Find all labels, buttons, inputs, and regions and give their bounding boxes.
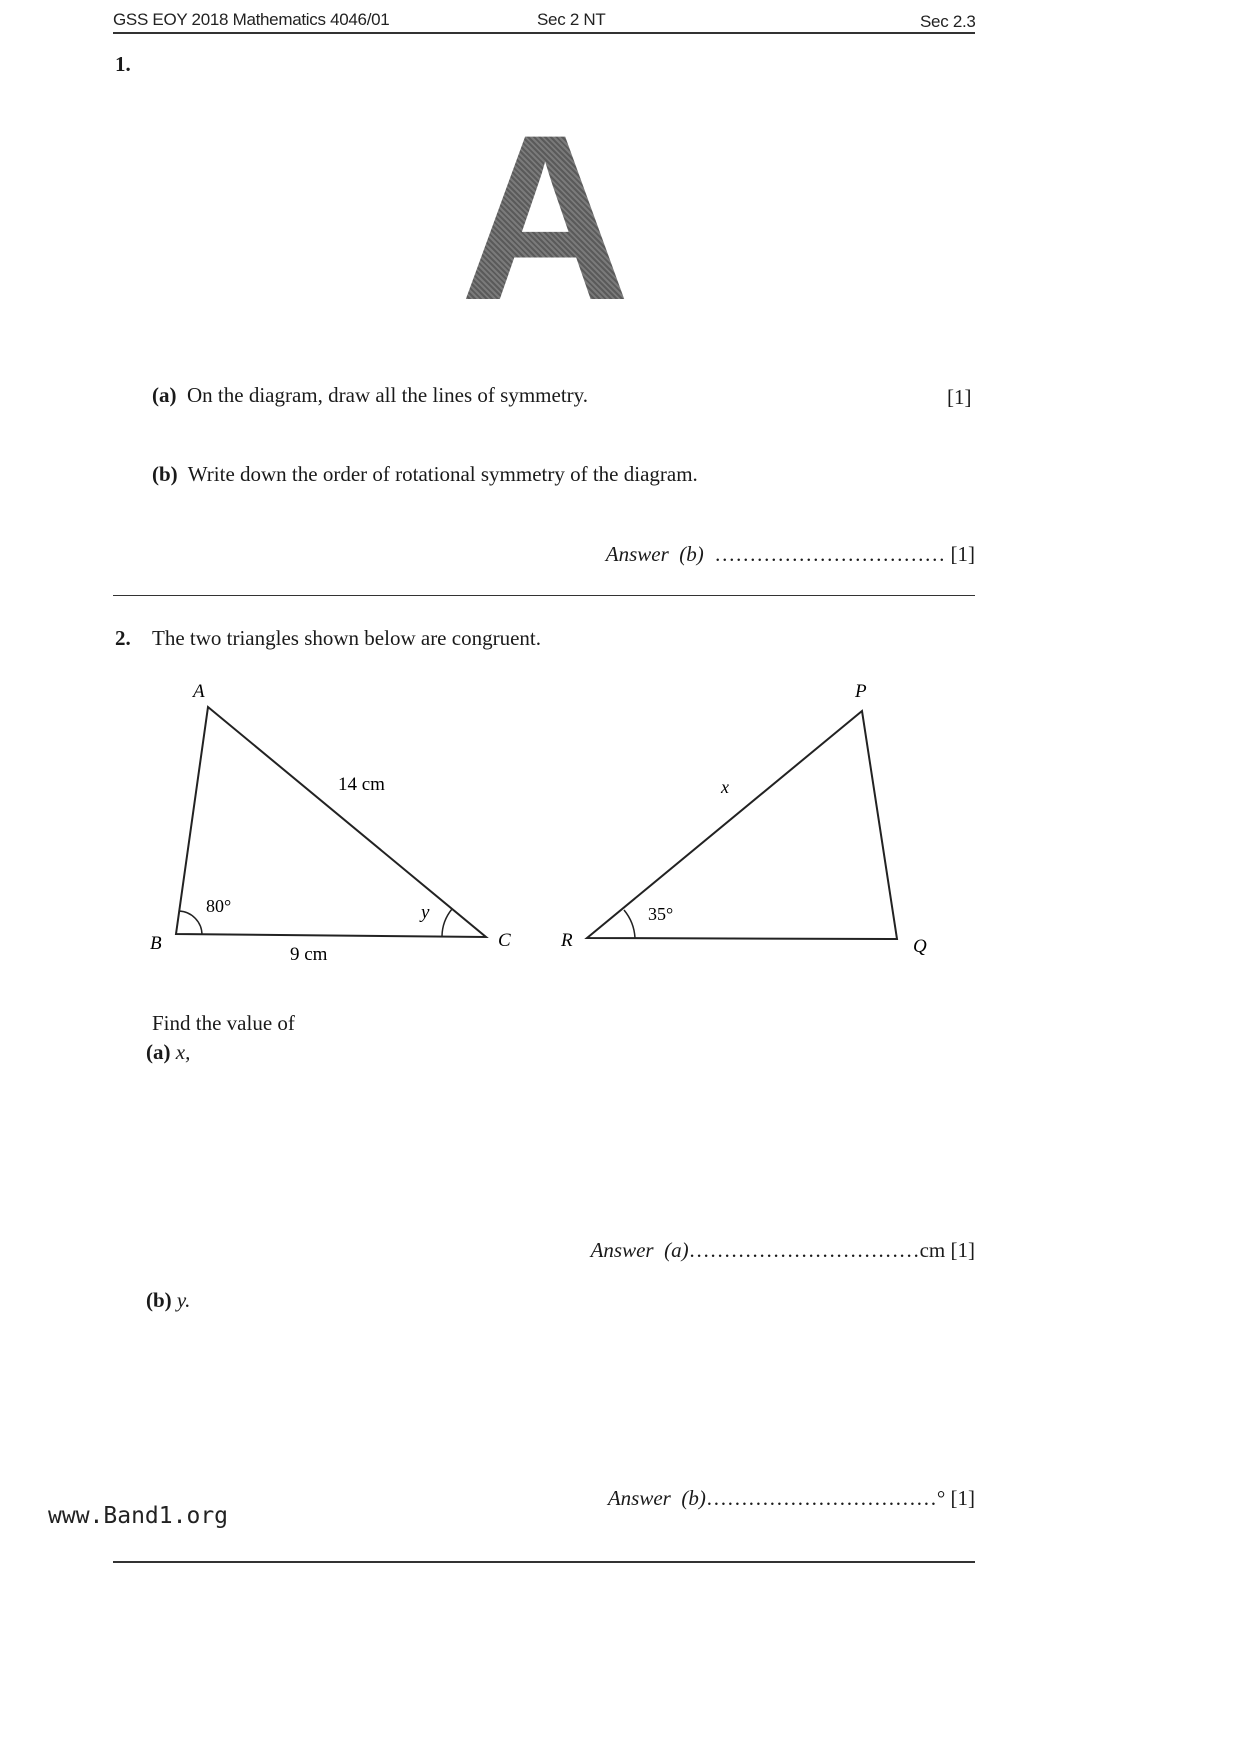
vertex-c-label: C: [498, 930, 511, 951]
question-1-number: 1.: [115, 52, 131, 76]
vertex-a-label: A: [193, 681, 205, 702]
q2-find-prompt: Find the value of: [152, 1011, 295, 1035]
q1-part-b: [152, 462, 698, 487]
q2-part-b-label: (b): [146, 1288, 172, 1312]
vertex-q-label: Q: [913, 936, 927, 957]
angle-r-label: 35°: [648, 904, 674, 924]
side-ac-label: 14 cm: [338, 774, 385, 795]
q1-part-b-label: (b): [152, 462, 178, 486]
header-exam-title: GSS EOY 2018 Mathematics 4046/01: [113, 10, 390, 29]
q2-part-a-label: (a): [146, 1040, 171, 1064]
q2-part-b-var: y.: [176, 1288, 191, 1312]
q1-part-a-marks: [1]: [947, 385, 972, 409]
angle-b-label: 80°: [206, 896, 232, 916]
q2-answer-a-label: Answer: [590, 1238, 654, 1262]
angle-r-arc: [624, 910, 635, 938]
question-2-number: 2.: [115, 626, 131, 650]
side-bc-label: 9 cm: [290, 944, 328, 965]
q2-part-a-var: x,: [175, 1040, 191, 1064]
q2-answer-b-part: (b): [681, 1486, 706, 1510]
angle-b-arc: [179, 911, 202, 935]
q2-answer-a-unit: cm: [919, 1238, 946, 1262]
congruent-triangles-diagram: [0, 660, 1239, 980]
side-pr-label: x: [721, 777, 729, 797]
q1-part-a-label: (a): [152, 383, 177, 407]
q1-part-a: [152, 383, 588, 408]
angle-c-label: y: [421, 902, 430, 923]
header-section: Sec 2.3: [920, 12, 976, 31]
q1-answer-b-part: (b): [679, 542, 704, 566]
q1-part-b-text: Write down the order of rotational symmetry of the diagram.: [187, 462, 698, 486]
q1-answer-b: [606, 542, 975, 567]
q2-part-b: [146, 1288, 190, 1313]
vertex-b-label: B: [150, 933, 162, 954]
vertex-p-label: P: [855, 681, 867, 702]
q2-answer-a-marks: [1]: [950, 1238, 975, 1262]
q2-answer-a: [591, 1238, 975, 1263]
q2-answer-a-part: (a): [664, 1238, 689, 1262]
watermark-url[interactable]: www.Band1.org: [48, 1503, 229, 1529]
q2-answer-b-marks: [1]: [950, 1486, 975, 1510]
q2-answer-b-unit: °: [936, 1486, 946, 1510]
q2-answer-a-field[interactable]: ……………………………: [688, 1238, 920, 1262]
triangle-pqr: [587, 711, 897, 939]
q1-answer-b-label: Answer: [605, 542, 669, 566]
q2-answer-b-field[interactable]: ……………………………: [705, 1486, 937, 1510]
header-class: Sec 2 NT: [537, 10, 606, 29]
q1-part-a-text: On the diagram, draw all the lines of symmetry.: [187, 383, 589, 407]
q2-stem: The two triangles shown below are congruent.: [152, 626, 541, 650]
section-divider: [113, 595, 975, 596]
header-rule: [113, 32, 975, 34]
footer-rule: [113, 1561, 975, 1563]
vertex-r-label: R: [561, 930, 573, 951]
q1-answer-b-field[interactable]: ……………………………: [714, 542, 946, 566]
angle-c-arc: [442, 909, 452, 936]
letter-a-diagram: A: [460, 86, 631, 350]
q2-answer-b: [608, 1486, 975, 1511]
q2-part-a: [146, 1040, 190, 1065]
q2-answer-b-label: Answer: [607, 1486, 671, 1510]
q1-answer-b-marks: [1]: [950, 542, 975, 566]
